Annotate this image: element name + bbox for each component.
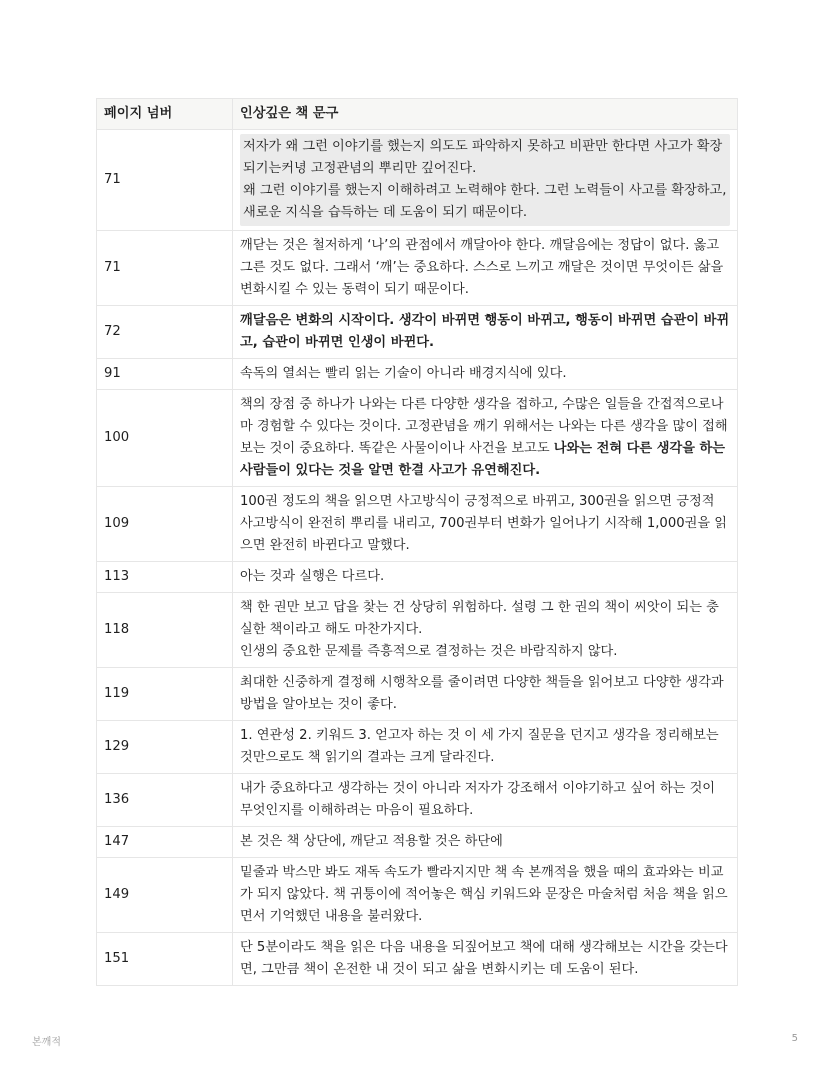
table-row xyxy=(97,562,738,593)
table-row xyxy=(97,390,738,487)
quote-cell xyxy=(233,933,738,986)
quote-cell xyxy=(233,231,738,306)
page-number-cell: 100 xyxy=(97,390,233,487)
table-row xyxy=(97,774,738,827)
footer-page-number: 5 xyxy=(791,1033,798,1044)
quote-line: 책 한 권만 보고 답을 찾는 건 상당히 위험하다. 설령 그 한 권의 책이 씨앗이 되는 충실한 책이라고 해도 마찬가지다. xyxy=(240,600,719,637)
highlighted-quote xyxy=(240,134,730,226)
column-header-quote: 인상깊은 책 문구 xyxy=(233,99,738,130)
quote-cell xyxy=(233,359,738,390)
page-number-cell: 72 xyxy=(97,306,233,359)
page-number-cell: 136 xyxy=(97,774,233,827)
quote-line: 본 것은 책 상단에, 깨닫고 적용할 것은 하단에 xyxy=(240,834,503,849)
quote-cell xyxy=(233,562,738,593)
table-row xyxy=(97,359,738,390)
page-number-cell: 151 xyxy=(97,933,233,986)
quote-line: 인생의 중요한 문제를 즉흥적으로 결정하는 것은 바람직하지 않다. xyxy=(240,644,618,659)
page-number-cell: 149 xyxy=(97,858,233,933)
table-row xyxy=(97,668,738,721)
quote-cell xyxy=(233,390,738,487)
quote-line: 단 5분이라도 책을 읽은 다음 내용을 되짚어보고 책에 대해 생각해보는 시간을 갖는다면, 그만큼 책이 온전한 내 것이 되고 삶을 변화시키는 데 도움이 된다. xyxy=(240,940,728,977)
quote-line: 1. 연관성 2. 키워드 3. 얻고자 하는 것 이 세 가지 질문을 던지고 생각을 정리해보는 것만으로도 책 읽기의 결과는 크게 달라진다. xyxy=(240,728,719,765)
quote-text: 책의 장점 중 하나가 나와는 다른 다양한 생각을 접하고, 수많은 일들을 간접적으로나마 경험할 수 있다는 것이다. 고정관념을 깨기 위해서는 나와는 다른 생각을 많이 접해보는 것이 중요하다. 똑같은 사물이이나 사건을 보고도 xyxy=(240,397,728,456)
quote-line: 저자가 왜 그런 이야기를 했는지 의도도 파악하지 못하고 비판만 한다면 사고가 확장되기는커녕 고정관념의 뿌리만 깊어진다. xyxy=(243,139,723,176)
quote-cell xyxy=(233,858,738,933)
footer-document-title: 본깨적 xyxy=(32,1037,61,1048)
quotes-table xyxy=(96,98,738,986)
quote-cell xyxy=(233,130,738,231)
page-number-cell: 129 xyxy=(97,721,233,774)
quote-line: 깨닫는 것은 철저하게 ‘나’의 관점에서 깨달아야 한다. 깨달음에는 정답이 없다. 옳고 그른 것도 없다. 그래서 ‘깨’는 중요하다. 스스로 느끼고 깨달은 것이면 무엇이든 삶을 변화시킬 수 있는 동력이 되기 때문이다. xyxy=(240,238,724,297)
quote-line: 속독의 열쇠는 빨리 읽는 기술이 아니라 배경지식에 있다. xyxy=(240,366,567,381)
bold-quote: 깨달음은 변화의 시작이다. 생각이 바뀌면 행동이 바뀌고, 행동이 바뀌면 습관이 바뀌고, 습관이 바뀌면 인생이 바뀐다. xyxy=(240,313,730,350)
table-row xyxy=(97,721,738,774)
quote-cell xyxy=(233,668,738,721)
quote-cell xyxy=(233,827,738,858)
page-number-cell: 119 xyxy=(97,668,233,721)
column-header-page: 페이지 넘버 xyxy=(97,99,233,130)
quote-line: 최대한 신중하게 결정해 시행착오를 줄이려면 다양한 책들을 읽어보고 다양한 생각과 방법을 알아보는 것이 좋다. xyxy=(240,675,724,712)
quote-line: 밑줄과 박스만 봐도 재독 속도가 빨라지지만 책 속 본깨적을 했을 때의 효과와는 비교가 되지 않았다. 책 귀퉁이에 적어놓은 핵심 키워드와 문장은 마술처럼 처음 책을 읽으면서 기억했던 내용을 불러왔다. xyxy=(240,865,728,924)
table-row xyxy=(97,306,738,359)
table-row xyxy=(97,593,738,668)
table-row xyxy=(97,231,738,306)
table-row xyxy=(97,827,738,858)
quote-line: 100권 정도의 책을 읽으면 사고방식이 긍정적으로 바뀌고, 300권을 읽으면 긍정적 사고방식이 완전히 뿌리를 내리고, 700권부터 변화가 일어나기 시작해 1,000권을 읽으면 완전히 바뀐다고 말했다. xyxy=(240,494,728,553)
table-row xyxy=(97,933,738,986)
quote-cell xyxy=(233,721,738,774)
table-row xyxy=(97,858,738,933)
page-number-cell: 71 xyxy=(97,231,233,306)
page-number-cell: 147 xyxy=(97,827,233,858)
quote-cell xyxy=(233,774,738,827)
quote-line: 아는 것과 실행은 다르다. xyxy=(240,569,385,584)
quote-line: 내가 중요하다고 생각하는 것이 아니라 저자가 강조해서 이야기하고 싶어 하는 것이 무엇인지를 이해하려는 마음이 필요하다. xyxy=(240,781,716,818)
quote-cell xyxy=(233,593,738,668)
quote-cell xyxy=(233,487,738,562)
quote-cell xyxy=(233,306,738,359)
table-row xyxy=(97,487,738,562)
page-number-cell: 71 xyxy=(97,130,233,231)
bold-quote: 나와는 전혀 다른 생각을 하는 사람들이 있다는 것을 알면 한결 사고가 유연해진다. xyxy=(240,441,726,478)
table-header-row xyxy=(97,99,738,130)
table-row xyxy=(97,130,738,231)
page-number-cell: 113 xyxy=(97,562,233,593)
page-number-cell: 109 xyxy=(97,487,233,562)
page-number-cell: 118 xyxy=(97,593,233,668)
quote-line: 왜 그런 이야기를 했는지 이해하려고 노력해야 한다. 그런 노력들이 사고를 확장하고, 새로운 지식을 습득하는 데 도움이 되기 때문이다. xyxy=(243,183,727,220)
page-number-cell: 91 xyxy=(97,359,233,390)
